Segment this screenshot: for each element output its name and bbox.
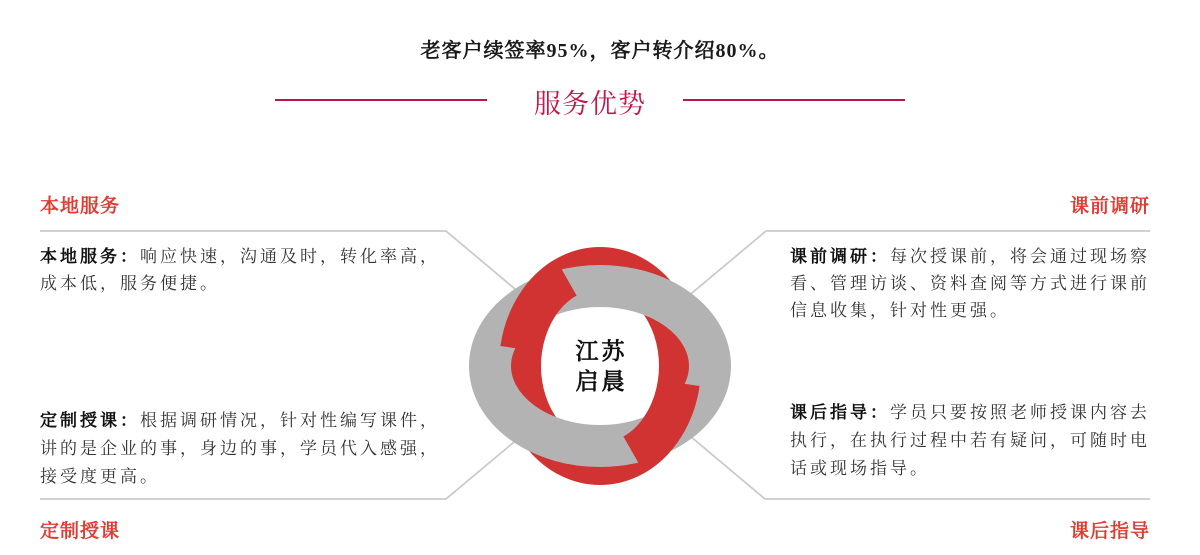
body-line: 讲的是企业的事，身边的事，学员代入感强， [40, 439, 440, 458]
heading-afterclass-guidance: 课后指导 [1069, 521, 1150, 542]
body-text: 根据调研情况，针对性编写课件， [140, 411, 440, 430]
logo-company-name [468, 336, 732, 396]
body-line: 看、管理访谈、资料查阅等方式进行课前 [790, 274, 1150, 293]
body-text: 响应快速，沟通及时，转化率高， [140, 247, 440, 266]
body-line: 接受度更高。 [40, 467, 160, 486]
logo-name-line2: 启晨 [575, 368, 628, 394]
body-line [40, 407, 440, 435]
body-preclass-research [790, 243, 1150, 324]
body-lead: 本地服务： [40, 247, 140, 266]
body-line [790, 243, 1150, 270]
body-line: 成本低，服务便捷。 [40, 274, 220, 293]
logo-name-line1: 江苏 [575, 338, 628, 364]
body-text: 每次授课前，将会通过现场察 [890, 247, 1150, 266]
body-line [40, 243, 440, 270]
heading-custom-teaching: 定制授课 [40, 521, 121, 542]
body-custom-teaching [40, 407, 440, 491]
body-line: 执行，在执行过程中若有疑问，可随时电 [790, 431, 1150, 450]
body-line [790, 399, 1150, 427]
heading-preclass-research: 课前调研 [1069, 196, 1150, 217]
body-lead: 定制授课： [40, 411, 140, 430]
stats-line: 老客户续签率95%，客户转介绍80%。 [420, 40, 780, 62]
body-line: 话或现场指导。 [790, 459, 930, 478]
body-text: 学员只要按照老师授课内容去 [890, 403, 1150, 422]
heading-local-service: 本地服务 [40, 196, 121, 217]
body-lead: 课前调研： [790, 247, 890, 266]
body-line: 信息收集，针对性更强。 [790, 301, 1010, 320]
body-afterclass-guidance [790, 399, 1150, 483]
body-local-service [40, 243, 440, 297]
section-title: 服务优势 [534, 89, 646, 119]
body-lead: 课后指导： [790, 403, 890, 422]
